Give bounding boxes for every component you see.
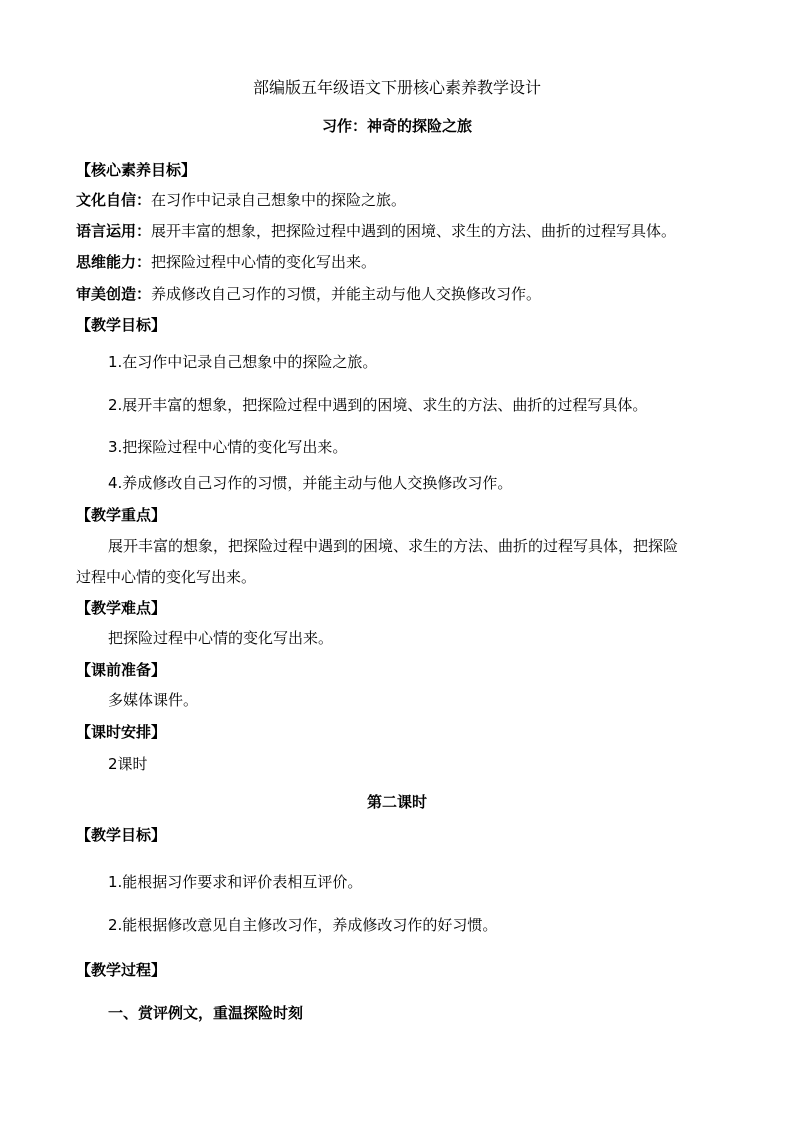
difficulties-heading: 【教学难点】 <box>76 599 167 617</box>
item-label: 审美创造： <box>76 285 152 303</box>
key-points-heading: 【教学重点】 <box>76 506 167 524</box>
schedule-heading: 【课时安排】 <box>76 723 167 741</box>
process-heading: 【教学过程】 <box>76 961 167 979</box>
item-text: 把探险过程中心情的变化写出来。 <box>151 253 377 271</box>
item-label: 思维能力： <box>76 253 152 271</box>
core-literacy-item <box>76 190 406 210</box>
process-section-heading: 一、赏评例文，重温探险时刻 <box>108 1004 304 1022</box>
core-literacy-item <box>76 284 541 304</box>
teaching-goals-heading: 【教学目标】 <box>76 316 167 334</box>
teaching-goal-item: 3.把探险过程中心情的变化写出来。 <box>108 438 348 456</box>
item-label: 语言运用： <box>76 222 152 240</box>
lesson-goal-item: 2.能根据修改意见自主修改习作，养成修改习作的好习惯。 <box>108 916 498 934</box>
item-text: 在习作中记录自己想象中的探险之旅。 <box>151 191 407 209</box>
key-points-text-cont: 过程中心情的变化写出来。 <box>76 568 257 586</box>
lesson-title: 第二课时 <box>366 793 427 811</box>
teaching-goal-item: 1.在习作中记录自己想象中的探险之旅。 <box>108 353 378 371</box>
teaching-goal-item: 4.养成修改自己习作的习惯，并能主动与他人交换修改习作。 <box>108 474 513 492</box>
preparation-heading: 【课前准备】 <box>76 661 167 679</box>
item-text: 养成修改自己习作的习惯，并能主动与他人交换修改习作。 <box>151 285 542 303</box>
key-points-text: 展开丰富的想象，把探险过程中遇到的困境、求生的方法、曲折的过程写具体，把探险 <box>108 537 679 555</box>
item-label: 文化自信： <box>76 191 152 209</box>
core-literacy-item <box>76 221 676 241</box>
lesson-goals-heading: 【教学目标】 <box>76 826 167 844</box>
core-literacy-item <box>76 252 376 272</box>
schedule-text: 2课时 <box>108 755 148 773</box>
item-text: 展开丰富的想象，把探险过程中遇到的困境、求生的方法、曲折的过程写具体。 <box>151 222 677 240</box>
preparation-text: 多媒体课件。 <box>108 691 199 709</box>
difficulties-text: 把探险过程中心情的变化写出来。 <box>108 629 334 647</box>
teaching-goal-item: 2.展开丰富的想象，把探险过程中遇到的困境、求生的方法、曲折的过程写具体。 <box>108 396 648 414</box>
document-title: 部编版五年级语文下册核心素养教学设计 <box>252 78 541 97</box>
lesson-goal-item: 1.能根据习作要求和评价表相互评价。 <box>108 873 363 891</box>
document-subtitle: 习作：神奇的探险之旅 <box>321 117 472 135</box>
core-literacy-heading: 【核心素养目标】 <box>76 161 197 179</box>
